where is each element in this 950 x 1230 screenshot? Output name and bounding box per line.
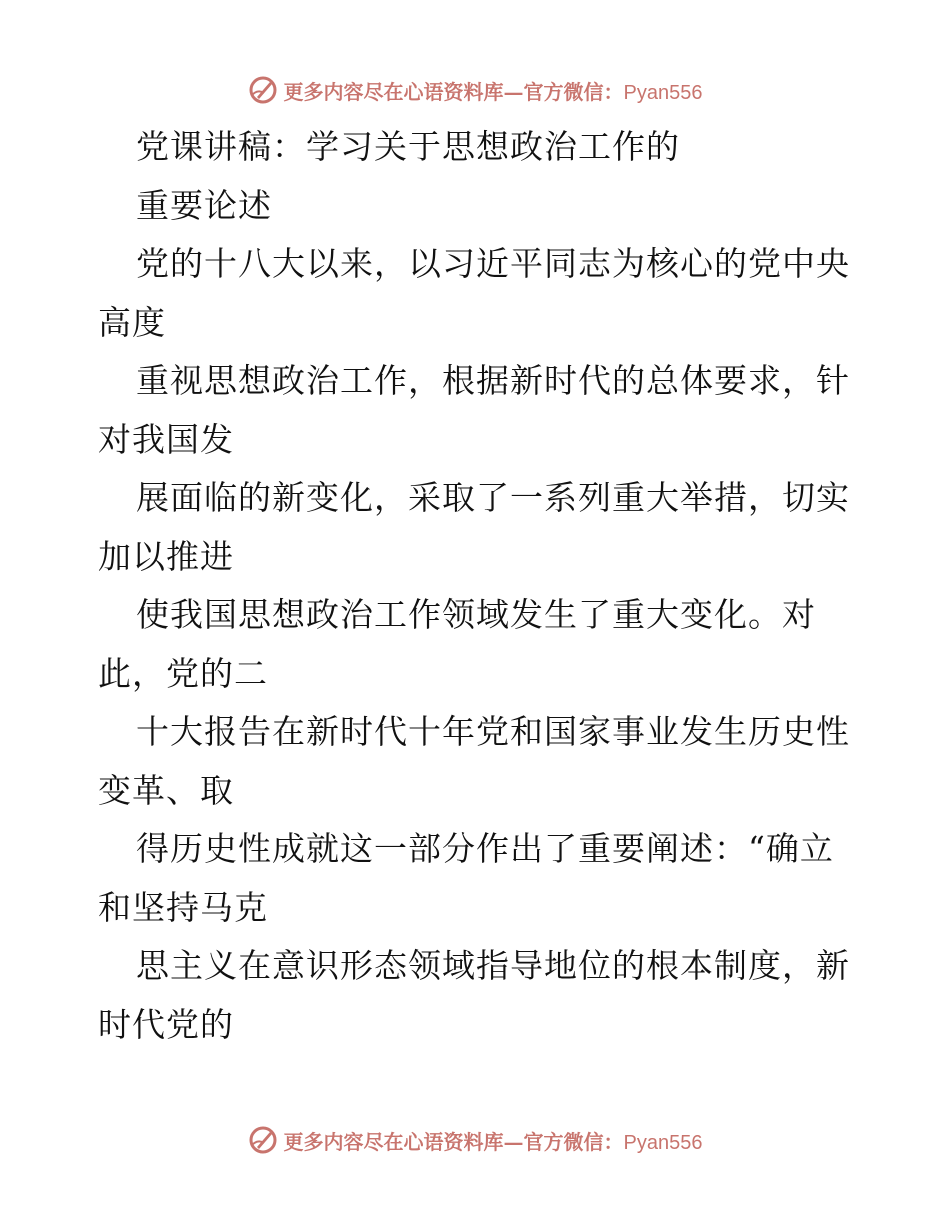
- quill-circle-icon: [248, 75, 278, 105]
- document-title-line-2: 重要论述: [136, 185, 272, 225]
- footer-watermark: [0, 1120, 950, 1160]
- paragraph-line: 变革、取: [98, 770, 234, 810]
- paragraph-line: 加以推进: [98, 536, 234, 576]
- watermark-text: 更多内容尽在心语资料库—官方微信：Pyan556: [283, 79, 703, 104]
- paragraph-line: 得历史性成就这一部分作出了重要阐述：“确立: [136, 829, 834, 868]
- paragraph-line: 使我国思想政治工作领域发生了重大变化。对: [136, 595, 816, 634]
- document-title-line-1: 党课讲稿：学习关于思想政治工作的: [136, 127, 680, 166]
- paragraph-line: 对我国发: [98, 419, 234, 459]
- document-body: [98, 118, 858, 1054]
- watermark-id: Pyan556: [623, 1131, 703, 1154]
- paragraph-line: 时代党的: [98, 1004, 234, 1044]
- paragraph-line: 党的十八大以来，以习近平同志为核心的党中央: [136, 244, 850, 283]
- paragraph-line: 展面临的新变化，采取了一系列重大举措，切实: [136, 478, 850, 517]
- paragraph-line: 此，党的二: [98, 653, 268, 693]
- paragraph-line: 十大报告在新时代十年党和国家事业发生历史性: [136, 712, 850, 751]
- watermark-text: 更多内容尽在心语资料库—官方微信：Pyan556: [283, 1129, 703, 1154]
- paragraph-line: 和坚持马克: [98, 887, 268, 927]
- paragraph-line: 高度: [98, 302, 166, 342]
- quill-circle-icon: [248, 1125, 278, 1155]
- paragraph-line: 重视思想政治工作，根据新时代的总体要求，针: [136, 361, 850, 400]
- paragraph-line: 思主义在意识形态领域指导地位的根本制度，新: [136, 946, 850, 985]
- header-watermark: [0, 70, 950, 110]
- watermark-id: Pyan556: [623, 81, 703, 104]
